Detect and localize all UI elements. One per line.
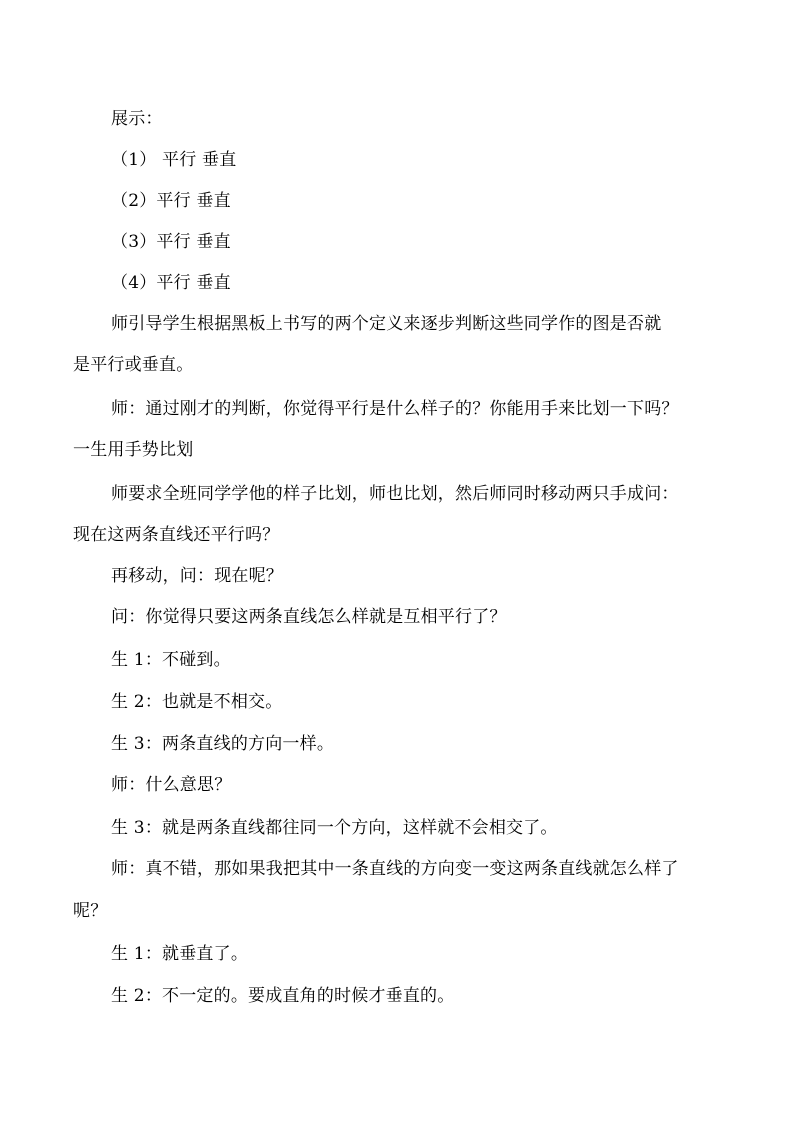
paragraph-student-3-explain: 生 3：就是两条直线都往同一个方向，这样就不会相交了。 — [111, 818, 558, 838]
paragraph-teacher-asks-class: 师要求全班同学学他的样子比划，师也比划，然后师同时移动两只手成问： — [111, 484, 679, 504]
paragraph-student-1-answer: 生 1：不碰到。 — [111, 650, 231, 670]
paragraph-student-2-answer: 生 2：也就是不相交。 — [111, 692, 283, 712]
paragraph-teacher-question: 师：通过刚才的判断，你觉得平行是什么样子的？你能用手来比划一下吗？ — [111, 399, 679, 419]
line-item-4: （4）平行 垂直 — [111, 273, 231, 293]
paragraph-student-3-answer: 生 3：两条直线的方向一样。 — [111, 734, 335, 754]
paragraph-student-gesture: 一生用手势比划 — [73, 440, 194, 460]
paragraph-student-2-right-angle: 生 2：不一定的。要成直角的时候才垂直的。 — [111, 986, 455, 1006]
line-item-3: （3）平行 垂直 — [111, 232, 231, 252]
paragraph-teacher-what-mean: 师：什么意思？ — [111, 775, 232, 795]
line-item-2: （2）平行 垂直 — [111, 191, 231, 211]
paragraph-question-parallel: 问：你觉得只要这两条直线怎么样就是互相平行了？ — [111, 607, 507, 627]
paragraph-teacher-praise: 师：真不错，那如果我把其中一条直线的方向变一变这两条直线就怎么样了 — [111, 859, 679, 879]
paragraph-student-1-perpendicular: 生 1：就垂直了。 — [111, 944, 249, 964]
paragraph-teacher-asks-class-cont: 现在这两条直线还平行吗？ — [73, 525, 280, 545]
paragraph-teacher-praise-cont: 呢？ — [73, 901, 108, 921]
paragraph-teacher-guides-cont: 是平行或垂直。 — [73, 355, 194, 375]
line-item-1: （1） 平行 垂直 — [111, 150, 237, 170]
paragraph-teacher-guides: 师引导学生根据黑板上书写的两个定义来逐步判断这些同学作的图是否就 — [111, 314, 662, 334]
paragraph-move-again: 再移动，问：现在呢？ — [111, 566, 283, 586]
line-display-heading: 展示： — [111, 109, 163, 129]
